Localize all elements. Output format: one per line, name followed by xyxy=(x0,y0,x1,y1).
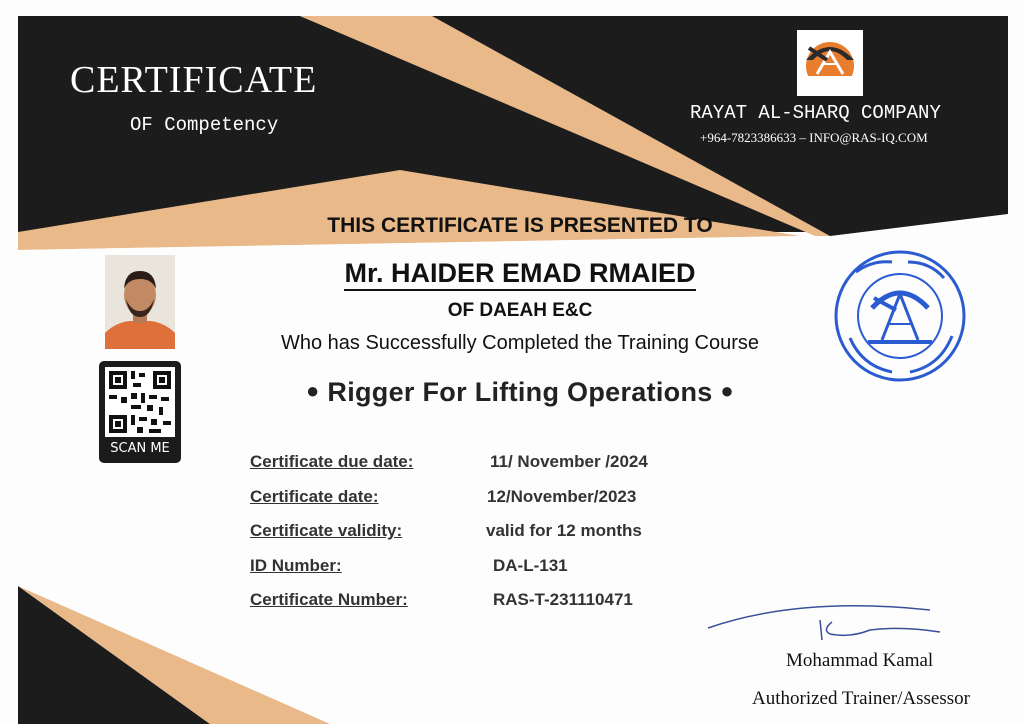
trainer-role: Authorized Trainer/Assessor xyxy=(752,688,970,709)
presented-to-heading: THIS CERTIFICATE IS PRESENTED TO xyxy=(327,214,713,237)
detail-value: RAS-T-231110471 xyxy=(493,590,633,609)
detail-label: Certificate due date: xyxy=(250,452,414,471)
company-name: RAYAT AL-SHARQ COMPANY xyxy=(690,102,941,124)
company-stamp-icon xyxy=(832,248,968,384)
recipient-organization: OF DAEAH E&C xyxy=(447,300,593,321)
certificate-title: CERTIFICATE xyxy=(70,59,318,101)
detail-label: ID Number: xyxy=(250,555,342,575)
course-name: Rigger For Lifting Operations xyxy=(327,377,713,407)
detail-value: 12/November/2023 xyxy=(487,486,637,506)
completed-line: Who has Successfully Completed the Training Course xyxy=(280,332,759,354)
certificate-subtitle: OF Competency xyxy=(130,114,279,136)
qr-code-card[interactable] xyxy=(99,361,181,463)
company-logo xyxy=(797,30,863,96)
qr-code-icon xyxy=(105,367,175,437)
company-contact: +964-7823386633 – INFO@RAS-IQ.COM xyxy=(700,130,928,145)
recipient-name xyxy=(230,258,810,289)
detail-label: Certificate date: xyxy=(250,486,379,506)
bullet-icon: ● xyxy=(305,378,320,403)
trainer-name: Mohammad Kamal xyxy=(786,650,934,671)
qr-code xyxy=(105,367,175,437)
bullet-icon: ● xyxy=(720,378,734,403)
detail-value: 11/ November /2024 xyxy=(490,452,648,471)
recipient-photo xyxy=(105,255,175,349)
recipient-name-text: Mr. HAIDER EMAD RMAIED xyxy=(344,258,695,291)
signature-icon xyxy=(700,600,960,650)
scan-me-label: SCAN ME xyxy=(110,441,170,456)
course-title xyxy=(230,377,810,408)
detail-value: DA-L-131 xyxy=(493,555,568,575)
detail-label: Certificate Number: xyxy=(250,590,408,609)
detail-label: Certificate validity: xyxy=(250,521,403,540)
oil-derrick-icon xyxy=(797,30,863,96)
detail-value: valid for 12 months xyxy=(486,521,642,540)
